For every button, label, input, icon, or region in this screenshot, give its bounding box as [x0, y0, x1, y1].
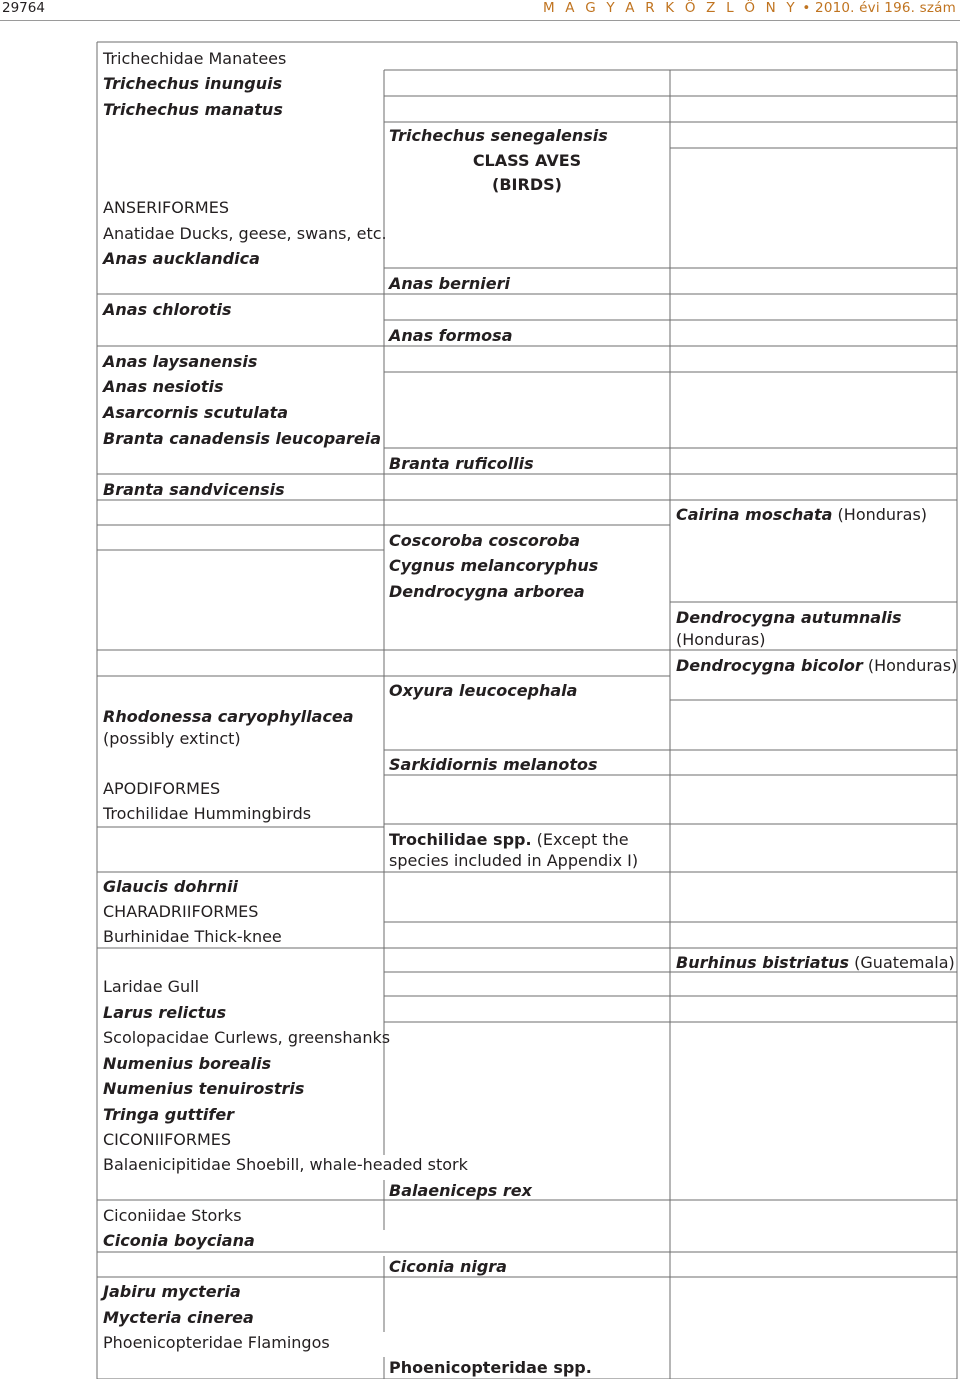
burhinus-country: (Guatemala): [849, 953, 955, 972]
trochilidae-spp: Trochilidae spp.: [389, 830, 532, 849]
class-aves: CLASS AVES: [472, 151, 582, 170]
issue-info: • 2010. évi 196. szám: [802, 0, 956, 16]
trochilidae-spp-entry: [389, 829, 669, 871]
species-branta-ruficollis: Branta ruficollis: [389, 454, 534, 473]
species-dendrocygna-autumnalis: Dendrocygna autumnalis: [676, 608, 902, 627]
family-scolopacidae: Scolopacidae Curlews, greenshanks: [103, 1028, 391, 1047]
order-charadriiformes: CHARADRIIFORMES: [103, 902, 259, 921]
autumnalis-country: (Honduras): [676, 630, 766, 649]
species-tringa-guttifer: Tringa guttifer: [103, 1105, 235, 1124]
rhodonessa-note: (possibly extinct): [103, 729, 241, 748]
species-burhinus-bistriatus: Burhinus bistriatus: [676, 953, 850, 972]
species-anas-formosa: Anas formosa: [389, 326, 513, 345]
bicolor-country: (Honduras): [862, 656, 958, 675]
order-apodiformes: APODIFORMES: [103, 779, 221, 798]
species-trichechus-manatus: Trichechus manatus: [103, 100, 283, 119]
order-ciconiiformes: CICONIIFORMES: [103, 1130, 232, 1149]
family-trichechidae: Trichechidae Manatees: [103, 49, 287, 68]
species-dendrocygna-arborea: Dendrocygna arborea: [389, 582, 585, 601]
species-cairina-moschata: Cairina moschata: [676, 505, 833, 524]
order-anseriformes: ANSERIFORMES: [103, 198, 229, 217]
species-asarcornis-scutulata: Asarcornis scutulata: [103, 403, 289, 422]
phoenicopteridae-spp: Phoenicopteridae spp.: [389, 1358, 592, 1377]
species-glaucis-dohrnii: Glaucis dohrnii: [103, 877, 238, 896]
family-ciconiidae: Ciconiidae Storks: [103, 1206, 242, 1225]
species-ciconia-boyciana: Ciconia boyciana: [103, 1231, 255, 1250]
class-birds: (BIRDS): [492, 175, 562, 194]
entry-burhinus: [676, 952, 958, 973]
family-laridae: Laridae Gull: [103, 977, 200, 996]
species-ciconia-nigra: Ciconia nigra: [389, 1257, 507, 1276]
species-anas-bernieri: Anas bernieri: [389, 274, 510, 293]
species-trichechus-senegalensis: Trichechus senegalensis: [389, 126, 608, 145]
family-anatidae: Anatidae Ducks, geese, swans, etc.: [103, 224, 387, 243]
family-burhinidae: Burhinidae Thick-knee: [103, 927, 282, 946]
species-anas-nesiotis: Anas nesiotis: [103, 377, 224, 396]
species-coscoroba: Coscoroba coscoroba: [389, 531, 581, 550]
species-balaeniceps-rex: Balaeniceps rex: [389, 1181, 532, 1200]
species-dendrocygna-bicolor: Dendrocygna bicolor: [676, 656, 863, 675]
species-anas-aucklandica: Anas aucklandica: [103, 249, 260, 268]
species-rhodonessa: Rhodonessa caryophyllacea: [103, 707, 354, 726]
species-sarkidiornis: Sarkidiornis melanotos: [389, 755, 598, 774]
species-mycteria-cinerea: Mycteria cinerea: [103, 1308, 254, 1327]
page-number: 29764: [2, 0, 45, 16]
journal-name: M A G Y A R K Ö Z L Ö N Y: [542, 0, 798, 16]
species-cygnus: Cygnus melancoryphus: [389, 556, 599, 575]
species-anas-chlorotis: Anas chlorotis: [103, 300, 232, 319]
header-rule: [0, 20, 960, 21]
trochilidae-note: (Except the species included in Appendix I): [389, 830, 639, 870]
family-trochilidae: Trochilidae Hummingbirds: [103, 804, 312, 823]
entry-cairina: [676, 504, 958, 525]
species-branta-sandvicensis: Branta sandvicensis: [103, 480, 285, 499]
species-branta-canadensis: Branta canadensis leucopareia: [103, 429, 382, 448]
journal-title: [543, 0, 956, 16]
species-anas-laysanensis: Anas laysanensis: [103, 352, 258, 371]
species-oxyura: Oxyura leucocephala: [389, 681, 578, 700]
species-numenius-tenuirostris: Numenius tenuirostris: [103, 1079, 305, 1098]
species-larus-relictus: Larus relictus: [103, 1003, 227, 1022]
family-balaenicipitidae: Balaenicipitidae Shoebill, whale-headed stork: [103, 1155, 468, 1174]
species-trichechus-inunguis: Trichechus inunguis: [103, 74, 283, 93]
cairina-country: (Honduras): [832, 505, 928, 524]
species-numenius-borealis: Numenius borealis: [103, 1054, 272, 1073]
family-phoenicopteridae: Phoenicopteridae Flamingos: [103, 1333, 330, 1352]
entry-dendrocygna-bicolor: [676, 655, 958, 676]
species-jabiru-mycteria: Jabiru mycteria: [103, 1282, 241, 1301]
